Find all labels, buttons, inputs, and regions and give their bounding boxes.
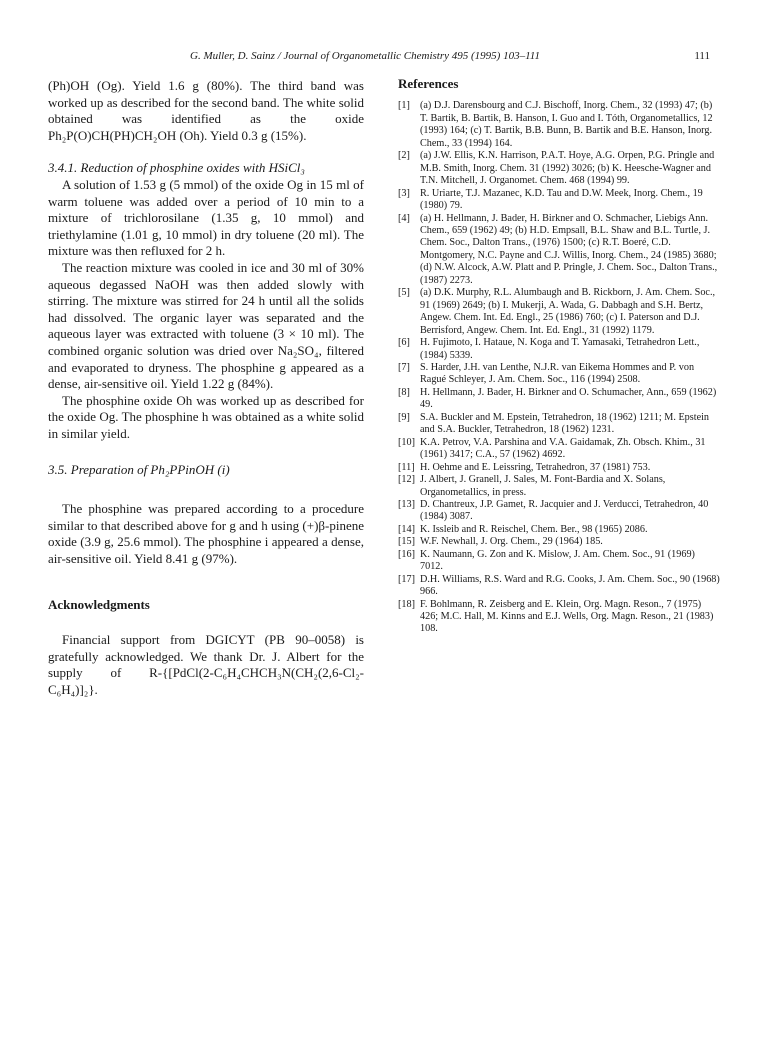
reference-number: [16] (398, 548, 415, 560)
left-column (48, 78, 364, 698)
reference-number: [4] (398, 212, 410, 224)
reference-item (398, 462, 720, 474)
reference-item (398, 536, 720, 548)
reference-item (398, 524, 720, 536)
reference-text: F. Bohlmann, R. Zeisberg and E. Klein, Org. Magn. Reson., 7 (1975) 426; M.C. Hall, M. Kinns and E.J. Wells, Org. Magn. Reson., 21 (1983) 108. (420, 598, 714, 635)
references-column (398, 78, 720, 636)
reference-number: [3] (398, 187, 410, 199)
reference-number: [13] (398, 498, 415, 510)
paragraph-oxide-oh: The phosphine oxide Oh was worked up as described for the oxide Og. The phosphine h was obtained as a white solid in similar yield. (48, 392, 364, 441)
reference-item (398, 437, 720, 462)
acknowledgments-text: Financial support from DGICYT (PB 90–0058) is gratefully acknowledged. We thank Dr. J. Albert for the supply of R-{[PdCl(2-C₆H₄CHCH₃N(CH₂(2,6-Cl₂-C₆H₄)]₂}. (48, 632, 364, 697)
reference-item (398, 599, 720, 636)
reference-text: D. Chantreux, J.P. Gamet, R. Jacquier and J. Verducci, Tetrahedron, 40 (1984) 3087. (420, 498, 709, 523)
reference-text: S. Harder, J.H. van Lenthe, N.J.R. van Eikema Hommes and P. von Ragué Schleyer, J. Am. Chem. Soc., 116 (1994) 2508. (420, 361, 695, 386)
reference-number: [1] (398, 100, 410, 112)
paragraph-workup: The reaction mixture was cooled in ice and 30 ml of 30% aqueous degassed NaOH was then added slowly with stirring. The mixture was stirred for 24 h until all the solids had dissolved. The organic layer was separated and the aqueous layer was extracted with toluene (3 × 10 ml). The combined organic solution was dried over Na₂SO₄, filtered and evaporated to dryness. The phosphine g appeared as a dense, air-sensitive oil. Yield 1.22 g (84%). (48, 259, 364, 392)
reference-item (398, 362, 720, 387)
references-list (398, 100, 720, 635)
reference-number: [5] (398, 287, 410, 299)
reference-text: K. Issleib and R. Reischel, Chem. Ber., 98 (1965) 2086. (420, 523, 648, 535)
page-number: 111 (694, 50, 710, 62)
running-header (190, 50, 710, 62)
reference-text: K.A. Petrov, V.A. Parshina and V.A. Gaidamak, Zh. Obsch. Khim., 31 (1961) 3417; C.A., 57 (1962) 4692. (420, 436, 706, 461)
reference-item (398, 574, 720, 599)
reference-item (398, 337, 720, 362)
paragraph-preparation: The phosphine was prepared according to a procedure similar to that described above for g and h using (+)β-pinene oxide (3.9 g, 25.6 mmol). The phosphine i appeared a dense, air-sensitive oil. Yield 8.41 g (97%). (48, 501, 364, 566)
reference-text: (a) D.K. Murphy, R.L. Alumbaugh and B. Rickborn, J. Am. Chem. Soc., 91 (1969) 2649; (b) I. Mukerji, A. Wada, G. Dabbagh and S.H. Bertz, Angew. Chem. Int. Ed. Engl., 25 (1986) 760; (c) I. Paterson and D.J. Berrisford, Angew. Chem. Int. Ed. Engl., 31 (1992) 1179. (420, 287, 716, 336)
reference-text: (a) D.J. Darensbourg and C.J. Bischoff, Inorg. Chem., 32 (1993) 47; (b) T. Bartik, B. Bartik, B. Hanson, I. Guo and I. Tóth, Organometallics, 12 (1993) 164; (c) T. Bartik, B.B. Bunn, B. Bartik and B.E. Hanson, Inorg. Chem., 33 (1994) 164. (420, 100, 713, 149)
reference-item (398, 474, 720, 499)
reference-text: K. Naumann, G. Zon and K. Mislow, J. Am. Chem. Soc., 91 (1969) 7012. (420, 548, 695, 573)
subsection-title-preparation: 3.5. Preparation of Ph₂PPinOH (i) (48, 462, 230, 478)
reference-text: (a) H. Hellmann, J. Bader, H. Birkner and O. Schmacher, Liebigs Ann. Chem., 659 (1962) 49; (b) H.D. Empsall, B.L. Shaw and B.L. Turtle, J. Chem. Soc., Dalton Trans., (1976) 1500; (c) R.T. Boeré, C.D. Montgomery, N.C. Payne and C.J. Willis, Inorg. Chem., 24 (1985) 3680; (d) N.W. Alcock, A.W. Platt and P. Pringle, J. Chem. Soc., Dalton Trans., (1987) 2273. (420, 212, 718, 286)
reference-number: [10] (398, 436, 415, 448)
reference-number: [17] (398, 573, 415, 585)
reference-item (398, 213, 720, 288)
subsection-title-reduction: 3.4.1. Reduction of phosphine oxides with HSiCl₃ (48, 160, 305, 176)
running-title: G. Muller, D. Sainz / Journal of Organometallic Chemistry 495 (1995) 103–111 (190, 50, 540, 62)
reference-number: [6] (398, 337, 410, 349)
acknowledgments-heading: Acknowledgments (48, 597, 150, 613)
reference-item (398, 287, 720, 337)
reference-item (398, 412, 720, 437)
reference-number: [8] (398, 386, 410, 398)
reference-text: (a) J.W. Ellis, K.N. Harrison, P.A.T. Hoye, A.G. Orpen, P.G. Pringle and M.B. Smith, Inorg. Chem. 31 (1992) 3026; (b) K. Heesche-Wagner and T.N. Mitchell, J. Organomet. Chem. 468 (1994) 99. (420, 150, 715, 187)
reference-item (398, 188, 720, 213)
reference-item (398, 150, 720, 187)
reference-text: R. Uriarte, T.J. Mazanec, K.D. Tau and D.W. Meek, Inorg. Chem., 19 (1980) 79. (420, 187, 703, 212)
paragraph-reduction: A solution of 1.53 g (5 mmol) of the oxide Og in 15 ml of warm toluene was added over a period of 10 min to a mixture of trichlorosilane (1.35 g, 10 mmol) and triethylamine (1.01 g, 10 mmol) in dry toluene (20 ml). The mixture was then refluxed for 2 h. (48, 176, 364, 259)
reference-number: [18] (398, 598, 415, 610)
reference-item (398, 549, 720, 574)
reference-item (398, 100, 720, 150)
reference-number: [15] (398, 536, 415, 548)
references-heading: References (398, 76, 459, 91)
paragraph-yield-og: (Ph)OH (Og). Yield 1.6 g (80%). The third band was worked up as described for the second band. The white solid obtained was identified as the oxide Ph₂P(O)CH(PH)CH₂OH (Oh). Yield 0.3 g (15%). (48, 78, 364, 143)
reference-number: [12] (398, 474, 415, 486)
reference-number: [7] (398, 361, 410, 373)
reference-text: S.A. Buckler and M. Epstein, Tetrahedron, 18 (1962) 1211; M. Epstein and S.A. Buckler, Tetrahedron, 18 (1962) 1231. (420, 411, 710, 436)
reference-text: H. Oehme and E. Leissring, Tetrahedron, 37 (1981) 753. (420, 461, 651, 473)
reference-number: [2] (398, 150, 410, 162)
reference-number: [11] (398, 461, 415, 473)
reference-item (398, 387, 720, 412)
reference-text: J. Albert, J. Granell, J. Sales, M. Font-Bardia and X. Solans, Organometallics, in press. (420, 474, 666, 498)
reference-text: D.H. Williams, R.S. Ward and R.G. Cooks, J. Am. Chem. Soc., 90 (1968) 966. (420, 573, 720, 598)
reference-number: [9] (398, 411, 410, 423)
reference-item (398, 499, 720, 524)
reference-text: H. Fujimoto, I. Hataue, N. Koga and T. Yamasaki, Tetrahedron Lett., (1984) 5339. (420, 337, 700, 361)
reference-text: H. Hellmann, J. Bader, H. Birkner and O. Schumacher, Ann., 659 (1962) 49. (420, 386, 717, 411)
reference-number: [14] (398, 523, 415, 535)
reference-text: W.F. Newhall, J. Org. Chem., 29 (1964) 185. (420, 536, 603, 548)
